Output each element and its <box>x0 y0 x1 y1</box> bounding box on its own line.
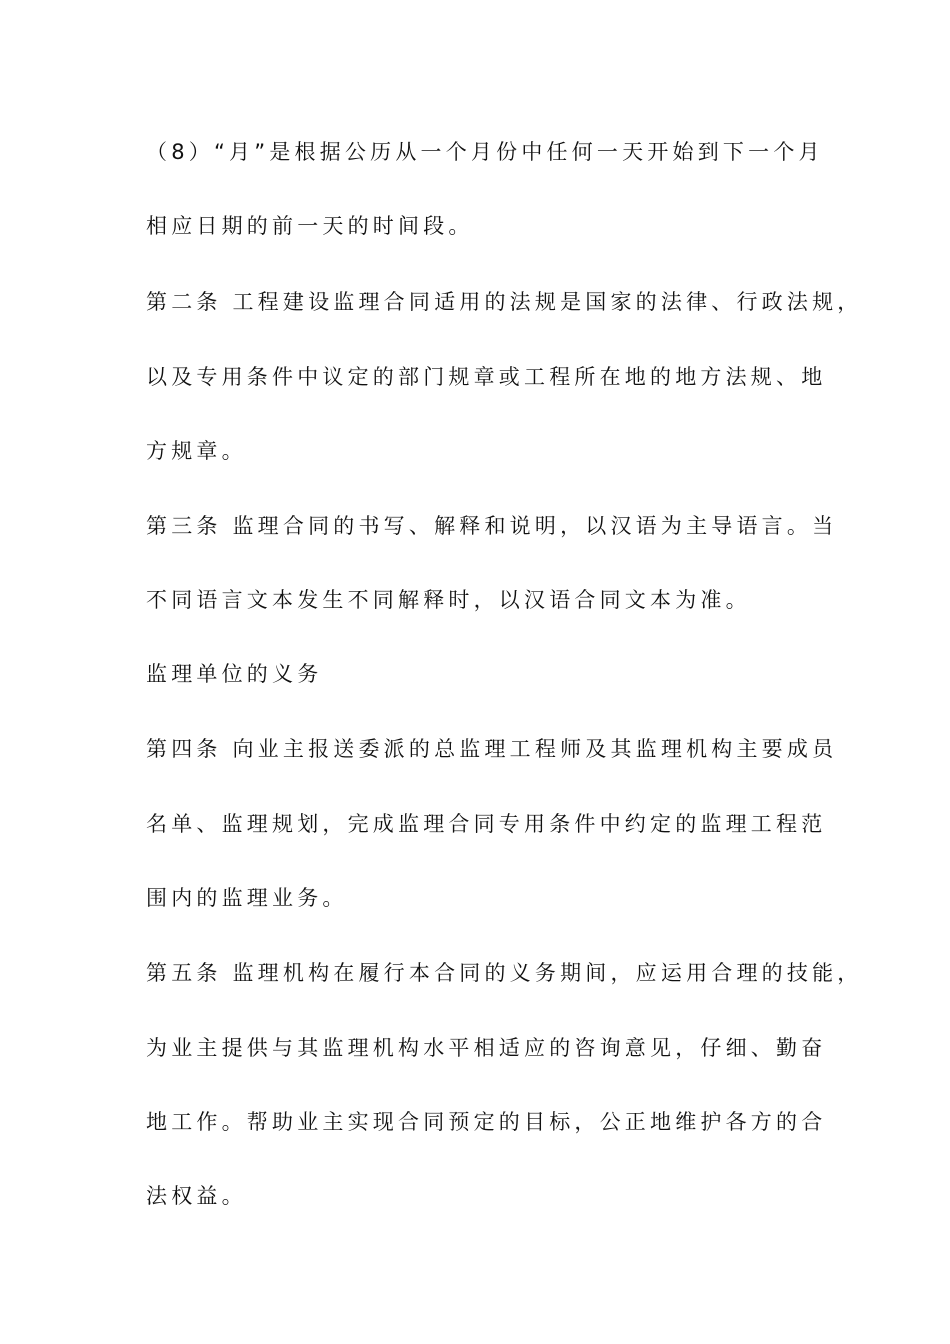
text-line-7: 不同语言文本发生不同解释时，以汉语合同文本为准。 <box>146 588 751 612</box>
text-line-14: 地工作。帮助业主实现合同预定的目标，公正地维护各方的合 <box>146 1110 827 1134</box>
text-line-12: 第五条 监理机构在履行本合同的义务期间，应运用合理的技能， <box>146 961 863 985</box>
text-line-4: 以及专用条件中议定的部门规章或工程所在地的地方法规、地 <box>146 365 827 389</box>
text-line-11: 围内的监理业务。 <box>146 886 348 910</box>
text-line-5: 方规章。 <box>146 439 247 463</box>
text-line-1: （8）“月”是根据公历从一个月份中任何一天开始到下一个月 <box>146 140 824 164</box>
text-line-13: 为业主提供与其监理机构水平相适应的咨询意见，仔细、勤奋 <box>146 1036 827 1060</box>
text-line-6: 第三条 监理合同的书写、解释和说明，以汉语为主导语言。当 <box>146 514 838 538</box>
text-line-15: 法权益。 <box>146 1184 247 1208</box>
text-line-10: 名单、监理规划，完成监理合同专用条件中约定的监理工程范 <box>146 812 827 836</box>
text-line-3: 第二条 工程建设监理合同适用的法规是国家的法律、行政法规， <box>146 290 863 314</box>
section-heading: 监理单位的义务 <box>146 662 323 686</box>
text-line-9: 第四条 向业主报送委派的总监理工程师及其监理机构主要成员 <box>146 737 838 761</box>
text-line-2: 相应日期的前一天的时间段。 <box>146 214 474 238</box>
